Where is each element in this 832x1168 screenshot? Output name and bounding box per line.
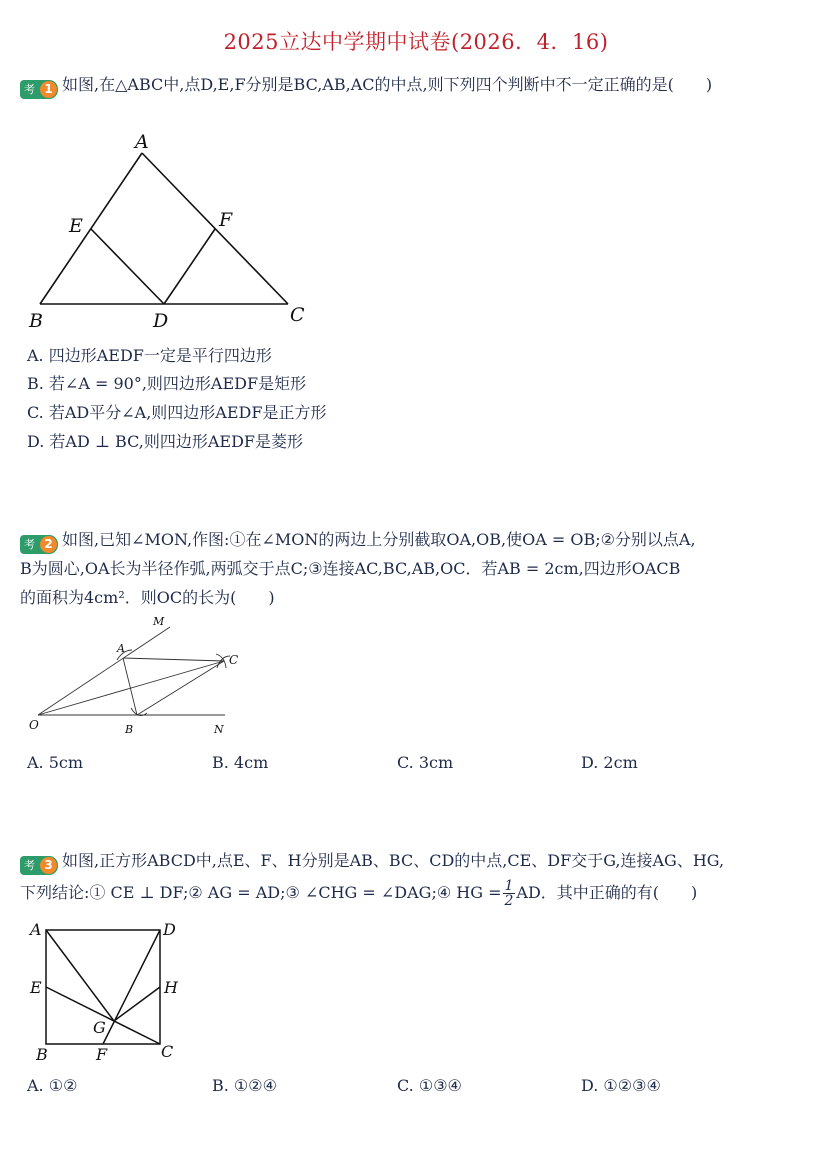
label-N: N (214, 723, 224, 736)
question-3 (20, 846, 810, 908)
question-badge (20, 80, 58, 99)
label-F: F (219, 209, 233, 231)
segment-hg (114, 987, 160, 1021)
q2-option-b: B. 4cm (212, 753, 269, 772)
segment-oc (38, 661, 224, 715)
q3-option-a: A. ①② (27, 1076, 78, 1095)
fraction-one-half (503, 879, 516, 908)
segment-df (164, 229, 215, 304)
question-badge (20, 535, 58, 554)
fraction-numerator: 1 (504, 878, 514, 894)
triangle-figure (20, 128, 320, 336)
angle-construction-figure (20, 612, 260, 740)
question-stem-text-2a: 下列结论:① CE ⊥ DF;② AG = AD;③ ∠CHG = ∠DAG;④ HG = (20, 883, 502, 902)
label-C: C (161, 1042, 174, 1061)
question-stem-text-1: 如图,正方形ABCD中,点E、F、H分别是AB、BC、CD的中点,CE、DF交于G,连接AG、HG, (62, 851, 725, 870)
q1-option-c: C. 若AD平分∠A,则四边形AEDF是正方形 (27, 403, 327, 422)
page-title: 2025立达中学期中试卷(2026．4．16) (223, 30, 609, 54)
label-E: E (69, 215, 83, 237)
question-stem-text-2b: AD．其中正确的有( ) (516, 883, 698, 902)
q1-option-d: D. 若AD ⊥ BC,则四边形AEDF是菱形 (27, 432, 304, 451)
label-E: E (30, 978, 42, 997)
kao-label: 考 (24, 83, 35, 96)
q1-option-b: B. 若∠A = 90°,则四边形AEDF是矩形 (27, 374, 307, 393)
segment-bc (137, 661, 224, 715)
fraction-denominator: 2 (504, 893, 514, 909)
label-B: B (36, 1045, 48, 1064)
question-number: 1 (40, 81, 57, 98)
question-1 (20, 70, 810, 99)
kao-label: 考 (24, 538, 35, 551)
label-D: D (163, 920, 176, 939)
label-A: A (117, 642, 125, 655)
label-D: D (153, 310, 169, 332)
label-A: A (30, 920, 42, 939)
question-number: 3 (40, 857, 57, 874)
q2-option-c: C. 3cm (397, 753, 454, 772)
question-stem: 如图,在△ABC中,点D,E,F分别是BC,AB,AC的中点,则下列四个判断中不一定正确的是( ) (62, 75, 713, 94)
segment-ac (142, 153, 288, 304)
square-figure (20, 915, 195, 1065)
question-badge (20, 856, 58, 875)
label-A: A (135, 131, 149, 153)
label-B: B (29, 310, 43, 332)
label-B: B (125, 723, 134, 736)
ray-om (38, 627, 170, 715)
question-number: 2 (40, 536, 57, 553)
label-M: M (153, 615, 165, 628)
q3-option-d: D. ①②③④ (581, 1076, 661, 1095)
segment-ab (40, 153, 142, 304)
question-stem-line-1 (20, 846, 810, 875)
question-stem-text-1: 如图,已知∠MON,作图:①在∠MON的两边上分别截取OA,OB,使OA = OB;②分别以点A, (62, 530, 696, 549)
q2-option-d: D. 2cm (581, 753, 638, 772)
question-stem-line-1 (20, 525, 810, 554)
question-2 (20, 525, 810, 612)
question-stem-line-3: 的面积为4cm²．则OC的长为( ) (20, 588, 275, 607)
segment-ac (123, 658, 224, 661)
label-F: F (96, 1045, 108, 1064)
label-C: C (290, 304, 305, 326)
segment-ed (91, 229, 164, 304)
q2-option-a: A. 5cm (27, 753, 84, 772)
segment-ag (46, 930, 114, 1021)
q3-option-c: C. ①③④ (397, 1076, 462, 1095)
q1-option-a: A. 四边形AEDF一定是平行四边形 (27, 346, 272, 365)
label-G: G (93, 1018, 106, 1037)
label-H: H (164, 978, 178, 997)
label-O: O (29, 718, 39, 732)
label-C: C (229, 653, 239, 667)
q3-option-b: B. ①②④ (212, 1076, 277, 1095)
arc-at-b (131, 708, 147, 716)
question-stem-line-2: B为圆心,OA长为半径作弧,两弧交于点C;③连接AC,BC,AB,OC．若AB = 2cm,四边形OACB (20, 559, 681, 578)
kao-label: 考 (24, 859, 35, 872)
question-stem-line-2 (20, 878, 810, 908)
segment-df (103, 930, 160, 1044)
